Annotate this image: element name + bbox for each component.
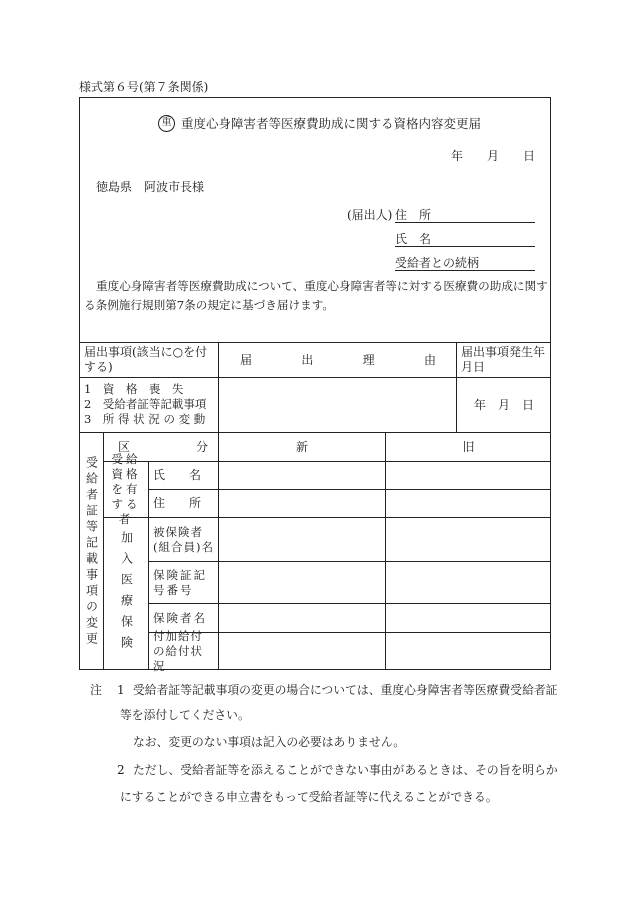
occurrence-date[interactable] [457, 378, 551, 432]
form-id: 様式第６号(第７条関係) [79, 80, 209, 94]
name-field[interactable] [395, 232, 535, 247]
additional-row-text: 付加給付の給付状況 [153, 629, 203, 673]
header-item [84, 343, 216, 377]
rule-col-new [385, 432, 386, 670]
insurance-label [104, 518, 148, 670]
reason-field[interactable] [219, 378, 455, 432]
side-label-text: 受給者証等記載事項の変更 [84, 455, 99, 648]
item-income-change[interactable]: 3 所 得 状 況 の 変 動 [84, 412, 206, 426]
additional-row-label [153, 629, 215, 673]
relation-label: 受給者との続柄 [395, 256, 480, 270]
header-reason [240, 343, 436, 377]
form-title [158, 115, 481, 132]
new-header [219, 433, 385, 461]
header-occurrence-text: 届出事項発生年月日 [461, 345, 546, 374]
address-row-text: 住 所 [153, 496, 202, 510]
address-field[interactable] [395, 208, 535, 223]
item-loss[interactable]: 1 資 格 喪 失 [84, 382, 184, 396]
name-row-text: 氏 名 [153, 468, 202, 482]
header-reason-char: 届 [240, 352, 253, 367]
note2-line2: にすることができる申立書をもって受給者証等に代えることができる。 [120, 790, 498, 804]
header-reason-char: 理 [362, 352, 375, 367]
applicant-prefix: (届出人) [347, 208, 393, 222]
note1-line3: なお、変更のない事項は記入の必要はありません。 [133, 735, 406, 749]
item-list[interactable] [84, 382, 218, 427]
note1-number: 1 [117, 683, 125, 697]
address-label: 住 所 [395, 208, 432, 222]
notes-label: 注 [90, 683, 103, 697]
new-header-text: 新 [295, 439, 308, 454]
insured-row-label [153, 518, 215, 561]
kubun-char: 区 [118, 439, 131, 454]
rule-col-group [148, 461, 149, 670]
relation-field[interactable] [395, 256, 535, 271]
old-header-text: 旧 [462, 439, 475, 454]
addressee: 徳島県 阿波市長様 [96, 180, 205, 194]
name-row-label [153, 462, 215, 489]
occurrence-date-text: 年 月 日 [473, 397, 534, 412]
name-label: 氏 名 [395, 232, 432, 246]
header-reason-char: 由 [423, 352, 436, 367]
statement: 重度心身障害者等医療費助成について、重度心身障害者等に対する医療費の助成に関する条例施行規則第7条の規定に基づき届けます。 [84, 279, 548, 312]
insurer-row-text: 保険者名 [153, 610, 207, 625]
date-line: 年 月 日 [451, 149, 536, 163]
rule-col-label [218, 432, 219, 670]
insurer-row-label [153, 604, 215, 632]
insurance-label-text: 加入医療保険 [119, 531, 134, 657]
side-label [79, 433, 103, 670]
note2-number: 2 [117, 763, 125, 777]
header-reason-char: 出 [301, 352, 314, 367]
header-item-text: 届出事項(該当に○を付する) [84, 345, 208, 374]
header-occurrence [461, 343, 549, 377]
card-row-label [153, 562, 215, 603]
old-header [386, 433, 551, 461]
address-row-label [153, 490, 215, 517]
card-row-text: 保険証記号番号 [153, 567, 207, 597]
title-circle-mark: 重 [158, 115, 175, 132]
insured-row-text: 被保険者(組合員)名 [153, 524, 214, 554]
qualified-label-text: 受給資格を有する者 [111, 452, 141, 526]
item-card-change[interactable]: 2 受給者証等記載事項 [84, 397, 207, 411]
note1-line2: 等を添付してください。 [120, 708, 250, 722]
note1-line1: 受給者証等記載事項の変更の場合については、重度心身障害者等医療費受給者証 [133, 683, 558, 697]
kubun-char: 分 [195, 439, 208, 454]
qualified-label [104, 452, 148, 526]
title-text: 重度心身障害者等医療費助成に関する資格内容変更届 [181, 115, 482, 131]
note2-line1: ただし、受給者証等を添えることができない事由があるときは、その旨を明らか [133, 763, 558, 777]
